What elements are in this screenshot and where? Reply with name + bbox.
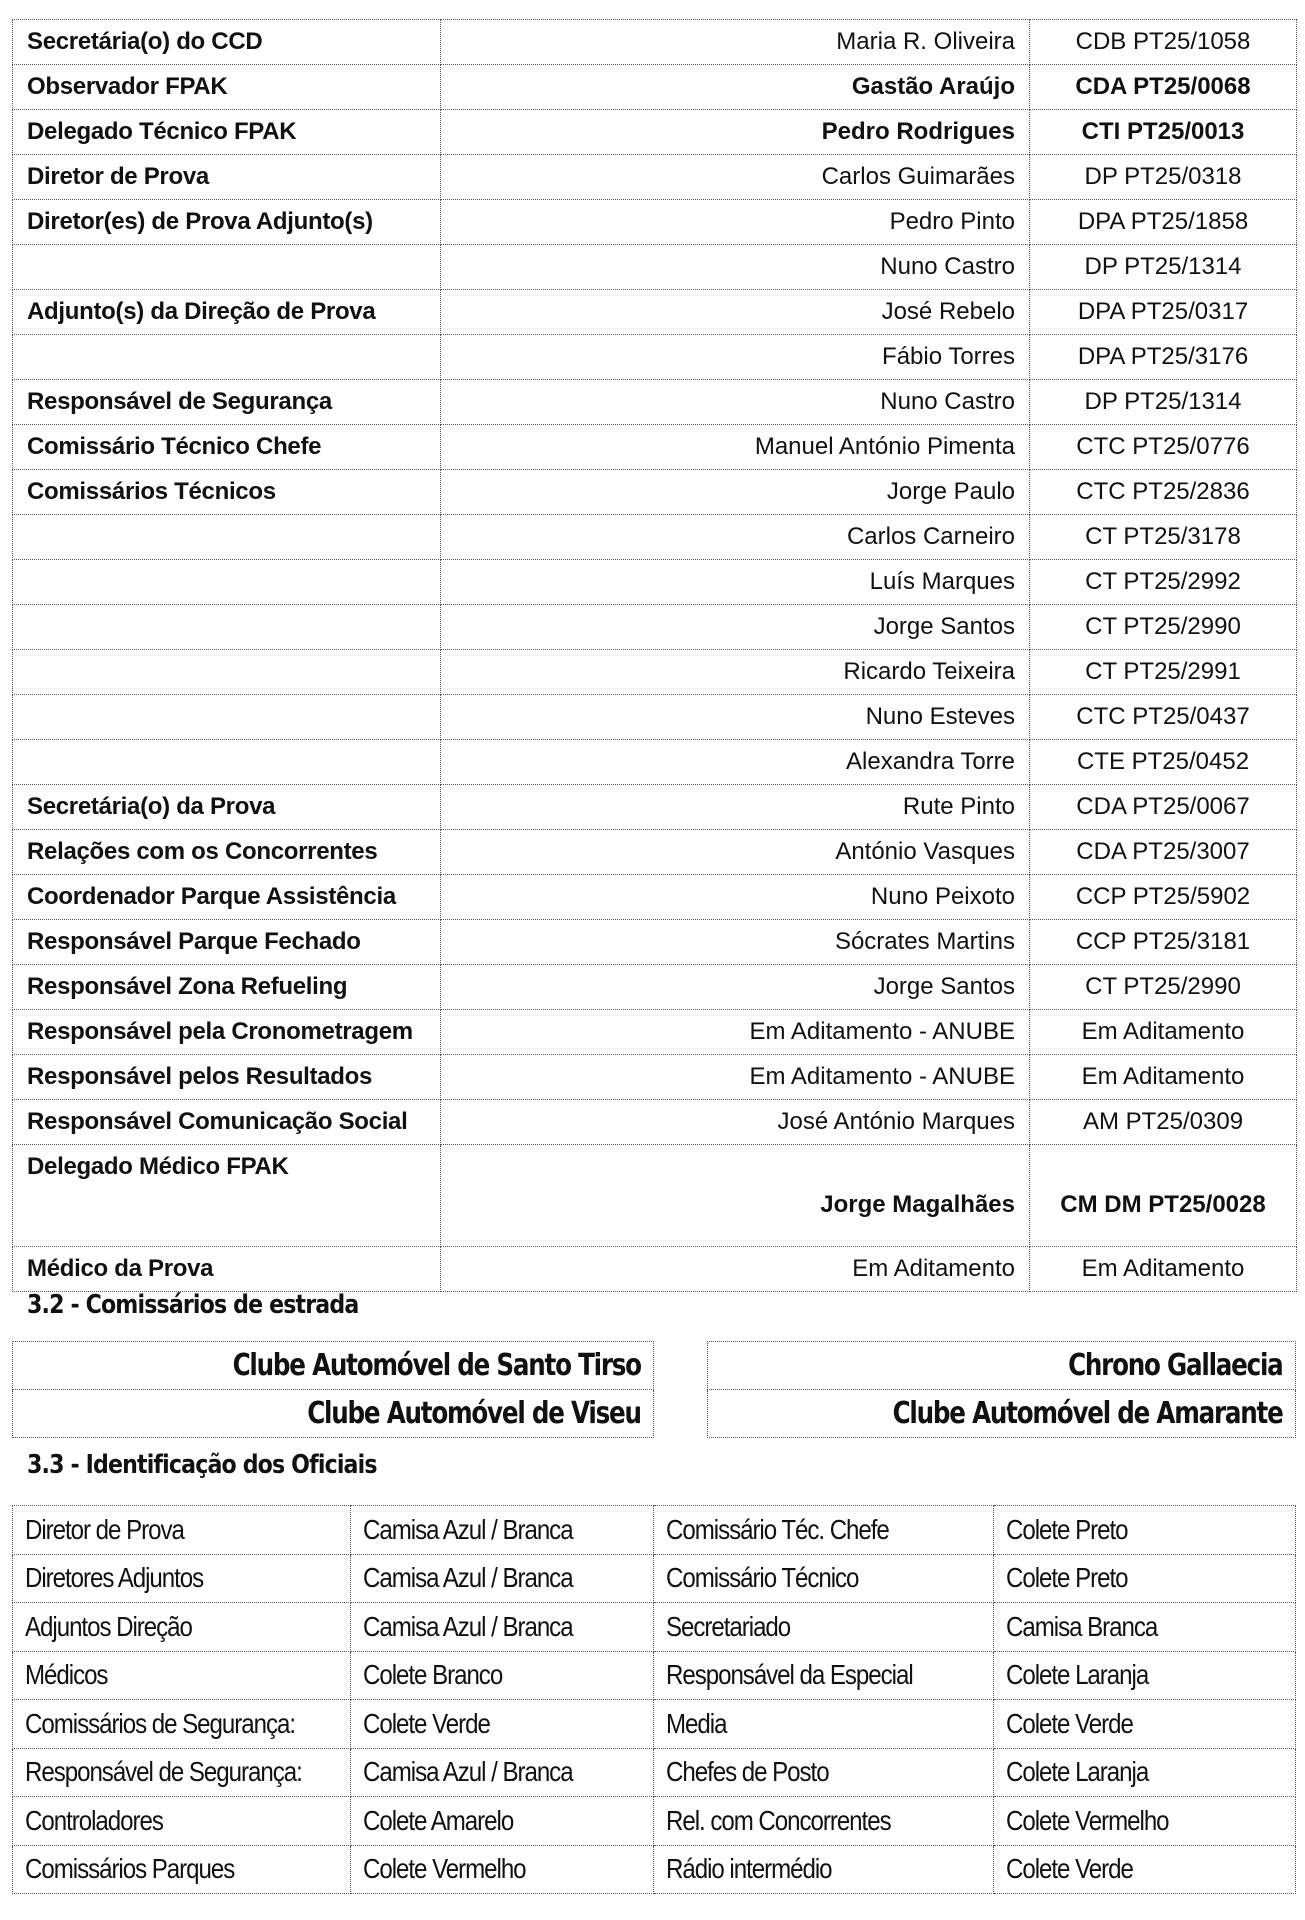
official-row	[13, 155, 1297, 200]
official-attire: Colete Verde	[363, 1707, 490, 1739]
official-attire-cell	[351, 1603, 654, 1652]
official-role-cell	[13, 1506, 351, 1555]
official-name: Jorge Magalhães	[441, 1145, 1030, 1247]
official-row	[13, 290, 1297, 335]
road-club-cell	[708, 1342, 1296, 1390]
official-license-code: CT PT25/2990	[1030, 605, 1297, 650]
official-name: Jorge Santos	[441, 605, 1030, 650]
official-row	[13, 245, 1297, 290]
official-attire: Camisa Azul / Branca	[363, 1610, 573, 1642]
official-license-code: CT PT25/2990	[1030, 965, 1297, 1010]
official-role-cell	[13, 1748, 351, 1797]
official-role-cell	[654, 1797, 994, 1846]
official-license-code: CT PT25/3178	[1030, 515, 1297, 560]
official-row	[13, 560, 1297, 605]
identification-row	[13, 1797, 1296, 1846]
official-license-code: DP PT25/1314	[1030, 380, 1297, 425]
official-row	[13, 470, 1297, 515]
official-role: Media	[666, 1707, 727, 1739]
official-name: Sócrates Martins	[441, 920, 1030, 965]
official-attire-cell	[351, 1700, 654, 1749]
official-name: Nuno Esteves	[441, 695, 1030, 740]
official-role: Comissário Téc. Chefe	[666, 1513, 889, 1545]
road-club-name: Clube Automóvel de Amarante	[893, 1396, 1283, 1431]
official-row	[13, 695, 1297, 740]
official-row	[13, 740, 1297, 785]
official-attire: Colete Verde	[1006, 1707, 1133, 1739]
official-attire-cell	[994, 1748, 1296, 1797]
official-role: Observador FPAK	[13, 65, 441, 110]
official-role: Comissário Técnico Chefe	[13, 425, 441, 470]
official-role: Responsável Comunicação Social	[13, 1100, 441, 1145]
identification-row	[13, 1506, 1296, 1555]
official-name: Carlos Carneiro	[441, 515, 1030, 560]
official-role: Adjunto(s) da Direção de Prova	[13, 290, 441, 335]
official-name: Maria R. Oliveira	[441, 20, 1030, 65]
road-club-row	[13, 1342, 654, 1390]
official-role	[13, 650, 441, 695]
road-club-cell	[13, 1390, 654, 1438]
official-row	[13, 200, 1297, 245]
identification-row	[13, 1700, 1296, 1749]
official-role-cell	[654, 1651, 994, 1700]
official-row	[13, 605, 1297, 650]
officials-table	[12, 19, 1297, 1292]
official-row	[13, 1247, 1297, 1292]
official-name: Jorge Paulo	[441, 470, 1030, 515]
official-role-cell	[13, 1845, 351, 1894]
official-role	[13, 245, 441, 290]
official-name: Nuno Peixoto	[441, 875, 1030, 920]
official-role: Diretor de Prova	[25, 1513, 184, 1545]
official-license-code: Em Aditamento	[1030, 1010, 1297, 1055]
official-attire-cell	[994, 1845, 1296, 1894]
official-role: Responsável pelos Resultados	[13, 1055, 441, 1100]
official-attire-cell	[351, 1554, 654, 1603]
official-role: Comissário Técnico	[666, 1562, 859, 1594]
official-name: Em Aditamento	[441, 1247, 1030, 1292]
official-row	[13, 785, 1297, 830]
official-row	[13, 1010, 1297, 1055]
official-license-code: CTI PT25/0013	[1030, 110, 1297, 155]
official-role: Responsável de Segurança	[13, 380, 441, 425]
identification-row	[13, 1554, 1296, 1603]
official-license-code: CTE PT25/0452	[1030, 740, 1297, 785]
official-name: Jorge Santos	[441, 965, 1030, 1010]
official-attire: Colete Laranja	[1006, 1659, 1149, 1691]
official-role-cell	[13, 1603, 351, 1652]
official-role: Relações com os Concorrentes	[13, 830, 441, 875]
section-heading-officials-identification: 3.3 - Identificação dos Oficiais	[27, 1450, 377, 1480]
official-name: Pedro Rodrigues	[441, 110, 1030, 155]
official-license-code: CDA PT25/0067	[1030, 785, 1297, 830]
official-name: Em Aditamento - ANUBE	[441, 1055, 1030, 1100]
identification-row	[13, 1845, 1296, 1894]
official-license-code: DPA PT25/0317	[1030, 290, 1297, 335]
official-name: Pedro Pinto	[441, 200, 1030, 245]
official-row	[13, 830, 1297, 875]
official-license-code: DPA PT25/3176	[1030, 335, 1297, 380]
official-role: Responsável Parque Fechado	[13, 920, 441, 965]
official-role	[13, 335, 441, 380]
official-license-code: CDA PT25/0068	[1030, 65, 1297, 110]
official-attire-cell	[994, 1506, 1296, 1555]
official-attire: Colete Laranja	[1006, 1756, 1149, 1788]
official-row	[13, 920, 1297, 965]
official-attire-cell	[994, 1797, 1296, 1846]
official-role-cell	[654, 1845, 994, 1894]
official-row	[13, 1055, 1297, 1100]
official-role-cell	[654, 1748, 994, 1797]
official-role: Comissários de Segurança:	[25, 1707, 295, 1739]
official-role	[13, 560, 441, 605]
official-license-code: CDB PT25/1058	[1030, 20, 1297, 65]
official-row	[13, 20, 1297, 65]
official-role: Delegado Técnico FPAK	[13, 110, 441, 155]
official-license-code: DP PT25/1314	[1030, 245, 1297, 290]
road-club-cell	[708, 1390, 1296, 1438]
official-role: Rádio intermédio	[666, 1853, 832, 1885]
official-role: Delegado Médico FPAK	[13, 1145, 441, 1247]
official-role-cell	[654, 1554, 994, 1603]
official-role	[13, 515, 441, 560]
official-row	[13, 515, 1297, 560]
official-role: Médicos	[25, 1659, 108, 1691]
official-license-code: CT PT25/2991	[1030, 650, 1297, 695]
official-license-code: CCP PT25/3181	[1030, 920, 1297, 965]
official-role-cell	[13, 1797, 351, 1846]
official-license-code: DPA PT25/1858	[1030, 200, 1297, 245]
official-row	[13, 65, 1297, 110]
official-row	[13, 965, 1297, 1010]
official-name: José Rebelo	[441, 290, 1030, 335]
official-name: José António Marques	[441, 1100, 1030, 1145]
official-row	[13, 425, 1297, 470]
official-attire-cell	[351, 1506, 654, 1555]
official-attire-cell	[351, 1845, 654, 1894]
road-commissioners-left-box	[12, 1341, 654, 1438]
official-role-cell	[654, 1603, 994, 1652]
road-club-name: Clube Automóvel de Santo Tirso	[232, 1348, 641, 1383]
official-role: Chefes de Posto	[666, 1756, 829, 1788]
official-license-code: CTC PT25/0437	[1030, 695, 1297, 740]
official-role-cell	[13, 1651, 351, 1700]
official-name: Luís Marques	[441, 560, 1030, 605]
officials-identification-table	[12, 1505, 1296, 1894]
official-role: Adjuntos Direção	[25, 1610, 192, 1642]
identification-row	[13, 1603, 1296, 1652]
official-role: Responsável pela Cronometragem	[13, 1010, 441, 1055]
road-club-name: Clube Automóvel de Viseu	[307, 1396, 641, 1431]
road-club-name: Chrono Gallaecia	[1068, 1348, 1283, 1383]
official-role: Rel. com Concorrentes	[666, 1804, 891, 1836]
official-attire-cell	[351, 1651, 654, 1700]
official-attire: Colete Vermelho	[1006, 1804, 1169, 1836]
road-club-row	[708, 1390, 1296, 1438]
official-role: Secretária(o) do CCD	[13, 20, 441, 65]
official-license-code: CTC PT25/2836	[1030, 470, 1297, 515]
official-attire: Camisa Branca	[1006, 1610, 1158, 1642]
road-club-cell	[13, 1342, 654, 1390]
identification-row	[13, 1748, 1296, 1797]
official-name: Carlos Guimarães	[441, 155, 1030, 200]
official-name: Gastão Araújo	[441, 65, 1030, 110]
official-attire: Colete Vermelho	[363, 1853, 526, 1885]
official-license-code: CDA PT25/3007	[1030, 830, 1297, 875]
official-attire-cell	[994, 1700, 1296, 1749]
official-role-cell	[654, 1506, 994, 1555]
official-name: António Vasques	[441, 830, 1030, 875]
official-attire: Colete Preto	[1006, 1562, 1128, 1594]
official-row	[13, 875, 1297, 920]
official-name: Fábio Torres	[441, 335, 1030, 380]
official-row	[13, 1100, 1297, 1145]
official-attire: Colete Preto	[1006, 1513, 1128, 1545]
official-role: Secretária(o) da Prova	[13, 785, 441, 830]
official-attire: Camisa Azul / Branca	[363, 1562, 573, 1594]
official-attire: Colete Verde	[1006, 1853, 1133, 1885]
official-role: Responsável Zona Refueling	[13, 965, 441, 1010]
official-attire-cell	[994, 1603, 1296, 1652]
official-role: Controladores	[25, 1804, 163, 1836]
official-attire: Camisa Azul / Branca	[363, 1756, 573, 1788]
official-row	[13, 380, 1297, 425]
official-name: Em Aditamento - ANUBE	[441, 1010, 1030, 1055]
identification-row	[13, 1651, 1296, 1700]
official-role: Comissários Técnicos	[13, 470, 441, 515]
official-row	[13, 110, 1297, 155]
official-role: Médico da Prova	[13, 1247, 441, 1292]
official-attire-cell	[351, 1797, 654, 1846]
official-role	[13, 605, 441, 650]
official-name: Ricardo Teixeira	[441, 650, 1030, 695]
official-attire: Camisa Azul / Branca	[363, 1513, 573, 1545]
official-role	[13, 740, 441, 785]
official-row	[13, 1145, 1297, 1247]
official-name: Manuel António Pimenta	[441, 425, 1030, 470]
official-name: Rute Pinto	[441, 785, 1030, 830]
road-commissioners-right-box	[707, 1341, 1296, 1438]
official-name: Nuno Castro	[441, 380, 1030, 425]
official-row	[13, 335, 1297, 380]
official-role: Responsável de Segurança:	[25, 1756, 302, 1788]
road-club-row	[708, 1342, 1296, 1390]
official-license-code: CTC PT25/0776	[1030, 425, 1297, 470]
official-role-cell	[13, 1554, 351, 1603]
officials-table-body	[13, 20, 1297, 1292]
official-attire-cell	[994, 1554, 1296, 1603]
official-role: Responsável da Especial	[666, 1659, 913, 1691]
official-role: Diretores Adjuntos	[25, 1562, 204, 1594]
official-license-code: CM DM PT25/0028	[1030, 1145, 1297, 1247]
official-license-code: Em Aditamento	[1030, 1247, 1297, 1292]
official-attire: Colete Branco	[363, 1659, 503, 1691]
official-role: Diretor(es) de Prova Adjunto(s)	[13, 200, 441, 245]
identification-table-body	[13, 1506, 1296, 1894]
official-license-code: CCP PT25/5902	[1030, 875, 1297, 920]
official-license-code: CT PT25/2992	[1030, 560, 1297, 605]
official-role: Coordenador Parque Assistência	[13, 875, 441, 920]
official-role	[13, 695, 441, 740]
road-club-row	[13, 1390, 654, 1438]
official-attire-cell	[994, 1651, 1296, 1700]
official-license-code: AM PT25/0309	[1030, 1100, 1297, 1145]
official-name: Nuno Castro	[441, 245, 1030, 290]
official-role: Diretor de Prova	[13, 155, 441, 200]
official-role-cell	[654, 1700, 994, 1749]
official-attire-cell	[351, 1748, 654, 1797]
section-heading-road-commissioners: 3.2 - Comissários de estrada	[27, 1290, 359, 1320]
official-name: Alexandra Torre	[441, 740, 1030, 785]
official-role: Secretariado	[666, 1610, 791, 1642]
official-license-code: Em Aditamento	[1030, 1055, 1297, 1100]
official-license-code: DP PT25/0318	[1030, 155, 1297, 200]
official-attire: Colete Amarelo	[363, 1804, 514, 1836]
official-row	[13, 650, 1297, 695]
official-role-cell	[13, 1700, 351, 1749]
official-role: Comissários Parques	[25, 1853, 235, 1885]
